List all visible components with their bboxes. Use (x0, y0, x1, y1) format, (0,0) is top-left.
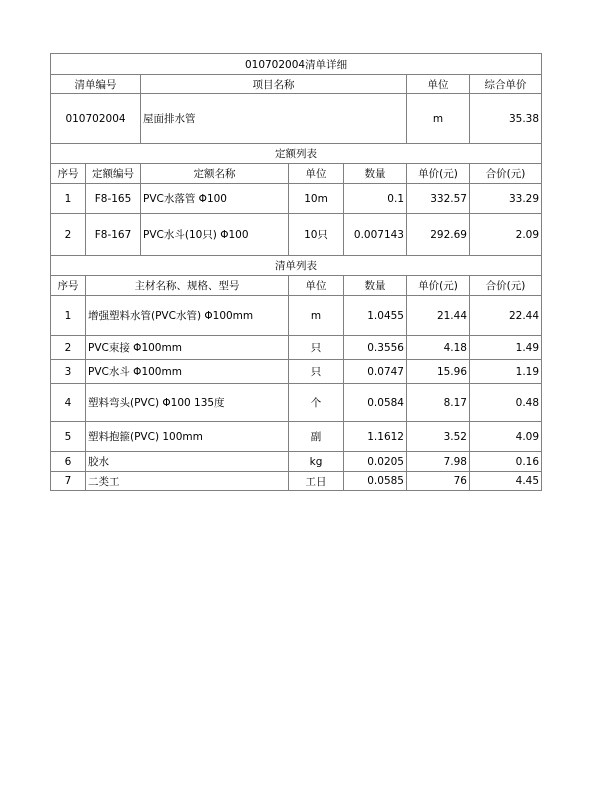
summary-row (51, 94, 542, 144)
bill-detail-table (50, 53, 542, 491)
quota-qty: 0.1 (344, 184, 407, 214)
quota-code: F8-165 (86, 184, 141, 214)
quota-name: PVC水落管 Φ100 (141, 184, 289, 214)
materials-section-title: 清单列表 (51, 256, 542, 276)
material-total: 4.09 (470, 422, 542, 452)
material-total: 4.45 (470, 472, 542, 491)
quota-header-row (51, 164, 542, 184)
header-bill-code: 清单编号 (51, 75, 141, 94)
material-total: 1.49 (470, 336, 542, 360)
materials-section-row (51, 256, 542, 276)
material-seq: 6 (51, 452, 86, 472)
header-unit: 单位 (407, 75, 470, 94)
material-seq: 3 (51, 360, 86, 384)
material-unit: 副 (289, 422, 344, 452)
material-qty: 0.0747 (344, 360, 407, 384)
quota-header-total: 合价(元) (470, 164, 542, 184)
material-qty: 0.3556 (344, 336, 407, 360)
material-unit: 个 (289, 384, 344, 422)
materials-header-row (51, 276, 542, 296)
quota-total: 33.29 (470, 184, 542, 214)
quota-total: 2.09 (470, 214, 542, 256)
materials-row (51, 472, 542, 491)
material-price: 4.18 (407, 336, 470, 360)
item-unit: m (407, 94, 470, 144)
quota-header-unit: 单位 (289, 164, 344, 184)
material-name: 塑料弯头(PVC) Φ100 135度 (86, 384, 289, 422)
materials-row (51, 452, 542, 472)
quota-name: PVC水斗(10只) Φ100 (141, 214, 289, 256)
materials-row (51, 360, 542, 384)
quota-seq: 2 (51, 214, 86, 256)
materials-header-seq: 序号 (51, 276, 86, 296)
material-seq: 1 (51, 296, 86, 336)
quota-header-name: 定额名称 (141, 164, 289, 184)
material-unit: 只 (289, 360, 344, 384)
materials-header-qty: 数量 (344, 276, 407, 296)
quota-header-price: 单价(元) (407, 164, 470, 184)
quota-price: 332.57 (407, 184, 470, 214)
materials-header-unit: 单位 (289, 276, 344, 296)
material-seq: 7 (51, 472, 86, 491)
material-name: 二类工 (86, 472, 289, 491)
title-row (51, 54, 542, 75)
materials-row (51, 384, 542, 422)
quota-price: 292.69 (407, 214, 470, 256)
material-name: 增强塑料水管(PVC水管) Φ100mm (86, 296, 289, 336)
material-qty: 1.0455 (344, 296, 407, 336)
quota-qty: 0.007143 (344, 214, 407, 256)
quota-unit: 10只 (289, 214, 344, 256)
material-seq: 4 (51, 384, 86, 422)
materials-row (51, 422, 542, 452)
material-name: PVC水斗 Φ100mm (86, 360, 289, 384)
material-total: 0.48 (470, 384, 542, 422)
material-unit: kg (289, 452, 344, 472)
material-unit: m (289, 296, 344, 336)
material-name: 塑料抱箍(PVC) 100mm (86, 422, 289, 452)
material-qty: 1.1612 (344, 422, 407, 452)
material-price: 21.44 (407, 296, 470, 336)
material-price: 15.96 (407, 360, 470, 384)
quota-header-qty: 数量 (344, 164, 407, 184)
material-seq: 2 (51, 336, 86, 360)
quota-row (51, 214, 542, 256)
table-title: 010702004清单详细 (51, 54, 542, 75)
material-name: PVC束接 Φ100mm (86, 336, 289, 360)
material-qty: 0.0584 (344, 384, 407, 422)
quota-section-title: 定额列表 (51, 144, 542, 164)
quota-seq: 1 (51, 184, 86, 214)
material-total: 1.19 (470, 360, 542, 384)
material-price: 3.52 (407, 422, 470, 452)
header-item-name: 项目名称 (141, 75, 407, 94)
quota-code: F8-167 (86, 214, 141, 256)
material-price: 8.17 (407, 384, 470, 422)
materials-row (51, 296, 542, 336)
material-total: 22.44 (470, 296, 542, 336)
materials-header-name: 主材名称、规格、型号 (86, 276, 289, 296)
material-total: 0.16 (470, 452, 542, 472)
material-seq: 5 (51, 422, 86, 452)
composite-price: 35.38 (470, 94, 542, 144)
summary-header-row (51, 75, 542, 94)
material-price: 7.98 (407, 452, 470, 472)
material-unit: 只 (289, 336, 344, 360)
material-qty: 0.0585 (344, 472, 407, 491)
quota-unit: 10m (289, 184, 344, 214)
quota-header-seq: 序号 (51, 164, 86, 184)
bill-code: 010702004 (51, 94, 141, 144)
quota-header-code: 定额编号 (86, 164, 141, 184)
header-composite-price: 综合单价 (470, 75, 542, 94)
quota-section-row (51, 144, 542, 164)
materials-header-price: 单价(元) (407, 276, 470, 296)
material-name: 胶水 (86, 452, 289, 472)
materials-header-total: 合价(元) (470, 276, 542, 296)
materials-row (51, 336, 542, 360)
material-qty: 0.0205 (344, 452, 407, 472)
material-price: 76 (407, 472, 470, 491)
item-name: 屋面排水管 (141, 94, 407, 144)
quota-row (51, 184, 542, 214)
material-unit: 工日 (289, 472, 344, 491)
